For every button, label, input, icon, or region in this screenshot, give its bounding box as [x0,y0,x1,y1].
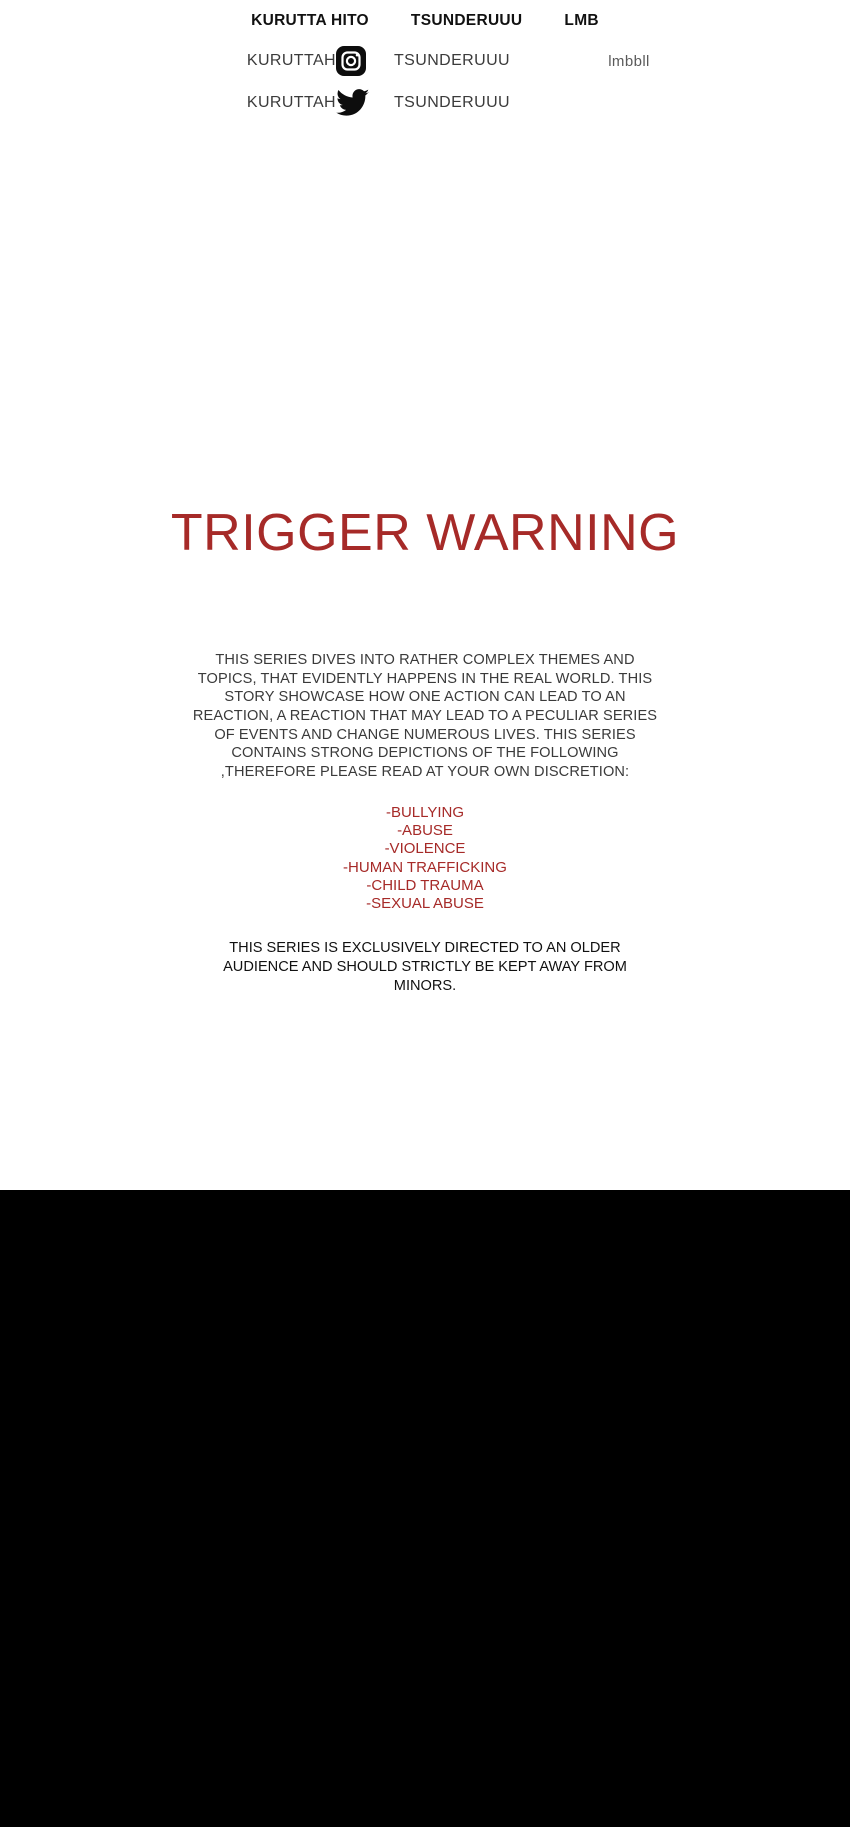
twitter-handle-right: TSUNDERUUU [394,94,510,111]
trigger-warning-list [190,782,660,914]
twitter-icon [336,88,394,118]
trigger-warning-body: THIS SERIES DIVES INTO RATHER COMPLEX THEMES AND TOPICS, THAT EVIDENTLY HAPPENS IN THE REAL WORLD. THIS STORY SHOWCASE HOW ONE ACTION CAN LEAD TO AN REACTION, A REACTION THAT MAY LEAD TO A PECULIAR SERIES OF EVENTS AND CHANGE NUMEROUS LIVES. THIS SERIES CONTAINS STRONG DEPICTIONS OF THE FOLLOWING ,THEREFORE PLEASE READ AT YOUR OWN DISCRETION: [192,652,658,781]
list-item: -BULLYING [385,803,465,821]
list-item: -VIOLENCE [384,840,466,858]
list-item: -SEXUAL ABUSE [366,895,484,913]
list-item: -ABUSE [397,822,453,839]
credit-name-tsunderuuu: TSUNDERUUU [410,12,523,29]
list-item: -CHILD TRAUMA [366,876,484,894]
instagram-handle-extra: lmbbll [608,52,650,70]
instagram-handle-left: KURUTTAH [246,52,336,69]
instagram-icon [336,46,394,76]
credit-name-kurutta-hito: KURUTTA HITO [251,12,369,29]
trigger-warning-title: TRIGGER WARNING [170,504,680,562]
trigger-warning-footer: THIS SERIES IS EXCLUSIVELY DIRECTED TO AN OLDER AUDIENCE AND SHOULD STRICTLY BE KEPT AWAY FROM MINORS. [223,940,627,994]
credits-block [0,0,850,118]
black-panel [0,1190,850,1827]
credits-instagram-row [0,46,850,76]
credits-names-row [0,12,850,30]
twitter-handle-left: KURUTTAH [246,94,336,111]
credits-twitter-row [0,88,850,118]
list-item: -HUMAN TRAFFICKING [343,858,507,876]
credit-name-lmb: LMB [564,12,599,29]
instagram-handle-right: TSUNDERUUU [394,52,510,69]
